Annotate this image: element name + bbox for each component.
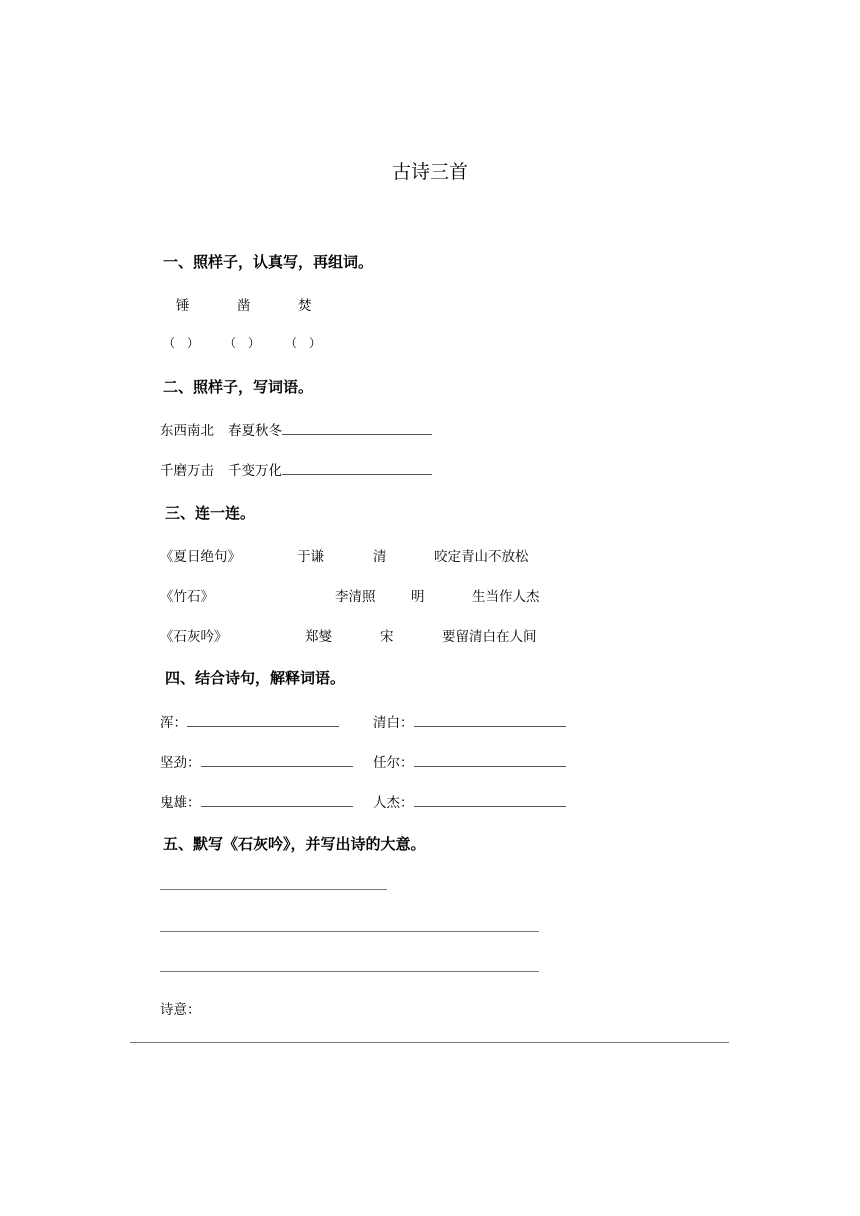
poem-answer-line-2[interactable]	[160, 931, 539, 932]
match-line-3: 要留清白在人间	[442, 629, 537, 645]
term-answer-line[interactable]	[414, 794, 566, 807]
term-answer-line[interactable]	[187, 714, 339, 727]
term-label: 坚劲：	[160, 755, 201, 771]
example-word: 千磨万击	[160, 463, 214, 479]
term-row	[160, 791, 353, 811]
term-row	[373, 791, 566, 811]
example-word: 东西南北	[160, 423, 214, 439]
section-5-heading: 五、默写《石灰吟》，并写出诗的大意。	[163, 835, 426, 853]
answer-line[interactable]	[282, 462, 432, 475]
match-dynasty-3: 宋	[380, 629, 394, 645]
term-label: 人杰：	[373, 795, 414, 811]
match-author-2: 李清照	[335, 589, 376, 605]
paren-blank-1[interactable]: （ ）	[163, 336, 200, 350]
page-title: 古诗三首	[391, 161, 468, 183]
match-dynasty-2: 明	[411, 589, 425, 605]
match-author-3: 郑燮	[305, 629, 332, 645]
match-line-1: 咬定青山不放松	[434, 549, 529, 565]
char-2: 凿	[237, 298, 251, 314]
section-2-heading: 二、照样子，写词语。	[163, 378, 314, 396]
term-answer-line[interactable]	[201, 794, 353, 807]
match-author-1: 于谦	[297, 549, 324, 565]
meaning-answer-line[interactable]	[130, 1042, 729, 1043]
start-word: 春夏秋冬	[228, 423, 282, 439]
paren-blank-3[interactable]: （ ）	[285, 336, 322, 350]
match-poem-3: 《石灰吟》	[160, 629, 228, 645]
term-answer-line[interactable]	[414, 714, 566, 727]
start-word: 千变万化	[228, 463, 282, 479]
poem-answer-line-1[interactable]	[160, 889, 387, 890]
meaning-label: 诗意：	[160, 1002, 201, 1018]
char-1: 锤	[176, 298, 190, 314]
section-1-heading: 一、照样子，认真写，再组词。	[163, 253, 374, 271]
term-row	[160, 751, 353, 771]
term-answer-line[interactable]	[201, 754, 353, 767]
answer-line[interactable]	[282, 422, 432, 435]
term-row	[160, 711, 339, 731]
match-line-2: 生当作人杰	[472, 589, 540, 605]
term-label: 任尔：	[373, 755, 414, 771]
term-row	[373, 711, 566, 731]
term-label: 鬼雄：	[160, 795, 201, 811]
poem-answer-line-3[interactable]	[160, 971, 539, 972]
term-label: 清白：	[373, 715, 414, 731]
term-row	[373, 751, 566, 771]
word-row-2	[160, 459, 432, 479]
paren-blank-2[interactable]: （ ）	[224, 336, 261, 350]
char-3: 焚	[298, 298, 312, 314]
term-answer-line[interactable]	[414, 754, 566, 767]
match-dynasty-1: 清	[373, 549, 387, 565]
section-4-heading: 四、结合诗句，解释词语。	[165, 669, 346, 687]
match-poem-1: 《夏日绝句》	[160, 549, 241, 565]
word-row-1	[160, 419, 432, 439]
term-label: 浑：	[160, 715, 187, 731]
section-3-heading: 三、连一连。	[165, 504, 256, 522]
match-poem-2: 《竹石》	[160, 589, 214, 605]
